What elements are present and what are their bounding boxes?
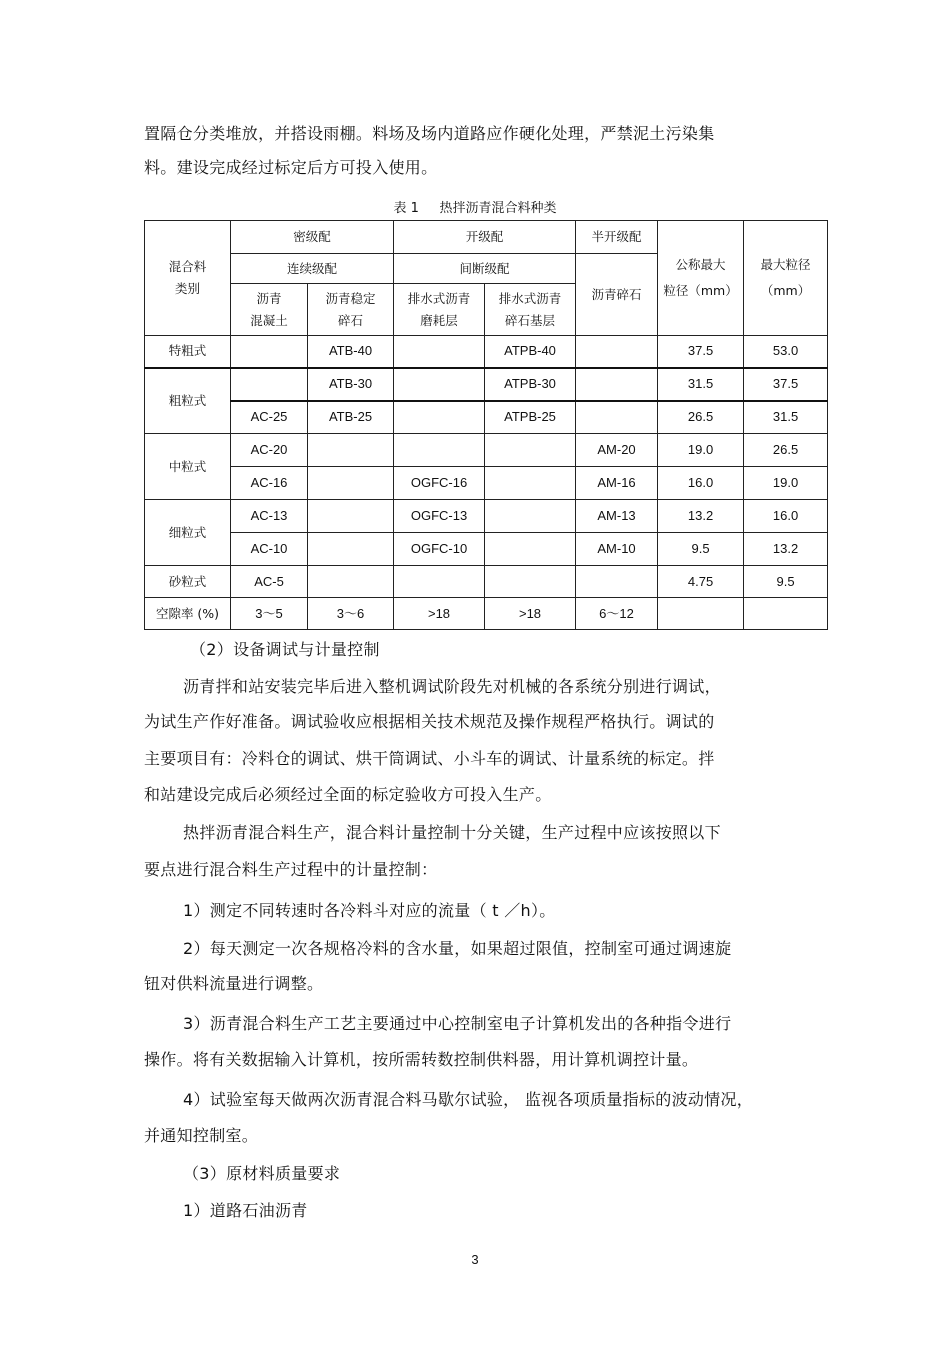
table-cell: 16.0 [744, 500, 828, 533]
group-label: 中粒式 [145, 434, 231, 500]
table-cell [485, 467, 576, 500]
paragraph-line: 钮对供料流量进行调整。 [144, 974, 324, 993]
table-cell: 4.75 [658, 566, 744, 598]
header-semi-open: 半开级配 [576, 221, 658, 254]
header-asphalt-macadam: 沥青碎石 [576, 254, 658, 336]
table-row [145, 598, 828, 630]
list-item: 3）沥青混合料生产工艺主要通过中心控制室电子计算机发出的各种指令进行 [183, 1014, 732, 1033]
table-cell: ATPB-30 [485, 368, 576, 401]
table-cell: 31.5 [744, 401, 828, 434]
table-row [145, 368, 828, 401]
table-cell [485, 434, 576, 467]
table-cell [394, 434, 485, 467]
table-cell [394, 401, 485, 434]
table-cell: 31.5 [658, 368, 744, 401]
table-cell [485, 566, 576, 598]
table-cell: 9.5 [658, 533, 744, 566]
table-cell [308, 566, 394, 598]
header-max-size: 最大粒径 （mm） [744, 221, 828, 336]
table-row [145, 500, 828, 533]
table-cell: 16.0 [658, 467, 744, 500]
table-cell: AC-13 [231, 500, 308, 533]
table-row [145, 467, 828, 500]
table-cell: 19.0 [658, 434, 744, 467]
list-item: 1）测定不同转速时各冷料斗对应的流量（ t ／h）。 [183, 901, 556, 920]
table-cell: AC-16 [231, 467, 308, 500]
table-row [145, 533, 828, 566]
header-drain-wear: 排水式沥青 磨耗层 [394, 284, 485, 336]
table-cell [308, 500, 394, 533]
table-cell: >18 [394, 598, 485, 630]
table-cell: 6～12 [576, 598, 658, 630]
table-cell [308, 467, 394, 500]
table-cell: 37.5 [744, 368, 828, 401]
table-cell: ATB-25 [308, 401, 394, 434]
table-cell [576, 401, 658, 434]
table-cell: ATPB-25 [485, 401, 576, 434]
table-cell: 13.2 [744, 533, 828, 566]
table-cell: AC-20 [231, 434, 308, 467]
table-cell [231, 368, 308, 401]
header-dense: 密级配 [231, 221, 394, 254]
header-continuous: 连续级配 [231, 254, 394, 284]
page-number: 3 [471, 1252, 479, 1267]
table-cell: AC-5 [231, 566, 308, 598]
table-cell: OGFC-16 [394, 467, 485, 500]
paragraph-line: 和站建设完成后必须经过全面的标定验收方可投入生产。 [144, 785, 552, 804]
table-cell: AC-25 [231, 401, 308, 434]
table-cell: OGFC-10 [394, 533, 485, 566]
header-category: 混合料 类别 [145, 221, 231, 336]
list-item: 2）每天测定一次各规格冷料的含水量，如果超过限值，控制室可通过调速旋 [183, 939, 732, 958]
table-cell: AM-20 [576, 434, 658, 467]
table-cell: ATB-40 [308, 336, 394, 368]
table-cell: OGFC-13 [394, 500, 485, 533]
table-cell: ATB-30 [308, 368, 394, 401]
group-label: 砂粒式 [145, 566, 231, 598]
table-cell [744, 598, 828, 630]
table-cell: AC-10 [231, 533, 308, 566]
table-cell: 13.2 [658, 500, 744, 533]
group-label: 细粒式 [145, 500, 231, 566]
section-heading: （2）设备调试与计量控制 [190, 640, 380, 659]
table-cell: 3～5 [231, 598, 308, 630]
group-label: 特粗式 [145, 336, 231, 368]
header-asphalt-concrete: 沥青 混凝土 [231, 284, 308, 336]
header-asphalt-stabilized: 沥青稳定 碎石 [308, 284, 394, 336]
table-cell [231, 336, 308, 368]
paragraph-line: 操作。将有关数据输入计算机，按所需转数控制供料器，用计算机调控计量。 [144, 1050, 699, 1069]
table-cell [576, 336, 658, 368]
asphalt-mix-table [144, 220, 828, 630]
table-cell: 26.5 [744, 434, 828, 467]
table-cell: 37.5 [658, 336, 744, 368]
table-cell: >18 [485, 598, 576, 630]
table-cell: AM-10 [576, 533, 658, 566]
table-row [145, 336, 828, 368]
table-cell: 3～6 [308, 598, 394, 630]
paragraph-line: 料。建设完成经过标定后方可投入使用。 [144, 158, 438, 177]
header-gap: 间断级配 [394, 254, 576, 284]
paragraph-line: 为试生产作好准备。调试验收应根据相关技术规范及操作规程严格执行。调试的 [144, 712, 715, 731]
table-row [145, 401, 828, 434]
table-cell [485, 500, 576, 533]
list-item: 1）道路石油沥青 [183, 1201, 308, 1220]
table-cell: AM-13 [576, 500, 658, 533]
table-cell: ATPB-40 [485, 336, 576, 368]
section-heading: （3）原材料质量要求 [183, 1164, 341, 1183]
header-drain-base: 排水式沥青 碎石基层 [485, 284, 576, 336]
paragraph-line: 主要项目有：冷料仓的调试、烘干筒调试、小斗车的调试、计量系统的标定。拌 [144, 749, 715, 768]
table-row [145, 434, 828, 467]
table-cell [485, 533, 576, 566]
paragraph-line: 要点进行混合料生产过程中的计量控制： [144, 860, 438, 879]
group-label: 空隙率 (%) [145, 598, 231, 630]
group-label: 粗粒式 [145, 368, 231, 434]
table-cell [308, 533, 394, 566]
table-cell: 26.5 [658, 401, 744, 434]
table-cell: 9.5 [744, 566, 828, 598]
table-cell: AM-16 [576, 467, 658, 500]
table-caption: 表 1 热拌沥青混合料种类 [393, 201, 557, 216]
header-nominal-max: 公称最大 粒径（mm） [658, 221, 744, 336]
table-row [145, 566, 828, 598]
table-cell [576, 566, 658, 598]
table-cell [394, 368, 485, 401]
table-cell: 53.0 [744, 336, 828, 368]
paragraph-line: 置隔仓分类堆放，并搭设雨棚。料场及场内道路应作硬化处理，严禁泥土污染集 [144, 124, 715, 143]
table-cell [394, 566, 485, 598]
table-cell [658, 598, 744, 630]
table-cell [576, 368, 658, 401]
paragraph-line: 沥青拌和站安装完毕后进入整机调试阶段先对机械的各系统分别进行调试， [183, 677, 721, 696]
header-open: 开级配 [394, 221, 576, 254]
table-cell [394, 336, 485, 368]
list-item: 4）试验室每天做两次沥青混合料马歇尔试验， 监视各项质量指标的波动情况， [183, 1090, 754, 1109]
paragraph-line: 并通知控制室。 [144, 1126, 259, 1145]
table-cell: 19.0 [744, 467, 828, 500]
table-cell [308, 434, 394, 467]
paragraph-line: 热拌沥青混合料生产，混合料计量控制十分关键，生产过程中应该按照以下 [183, 823, 721, 842]
